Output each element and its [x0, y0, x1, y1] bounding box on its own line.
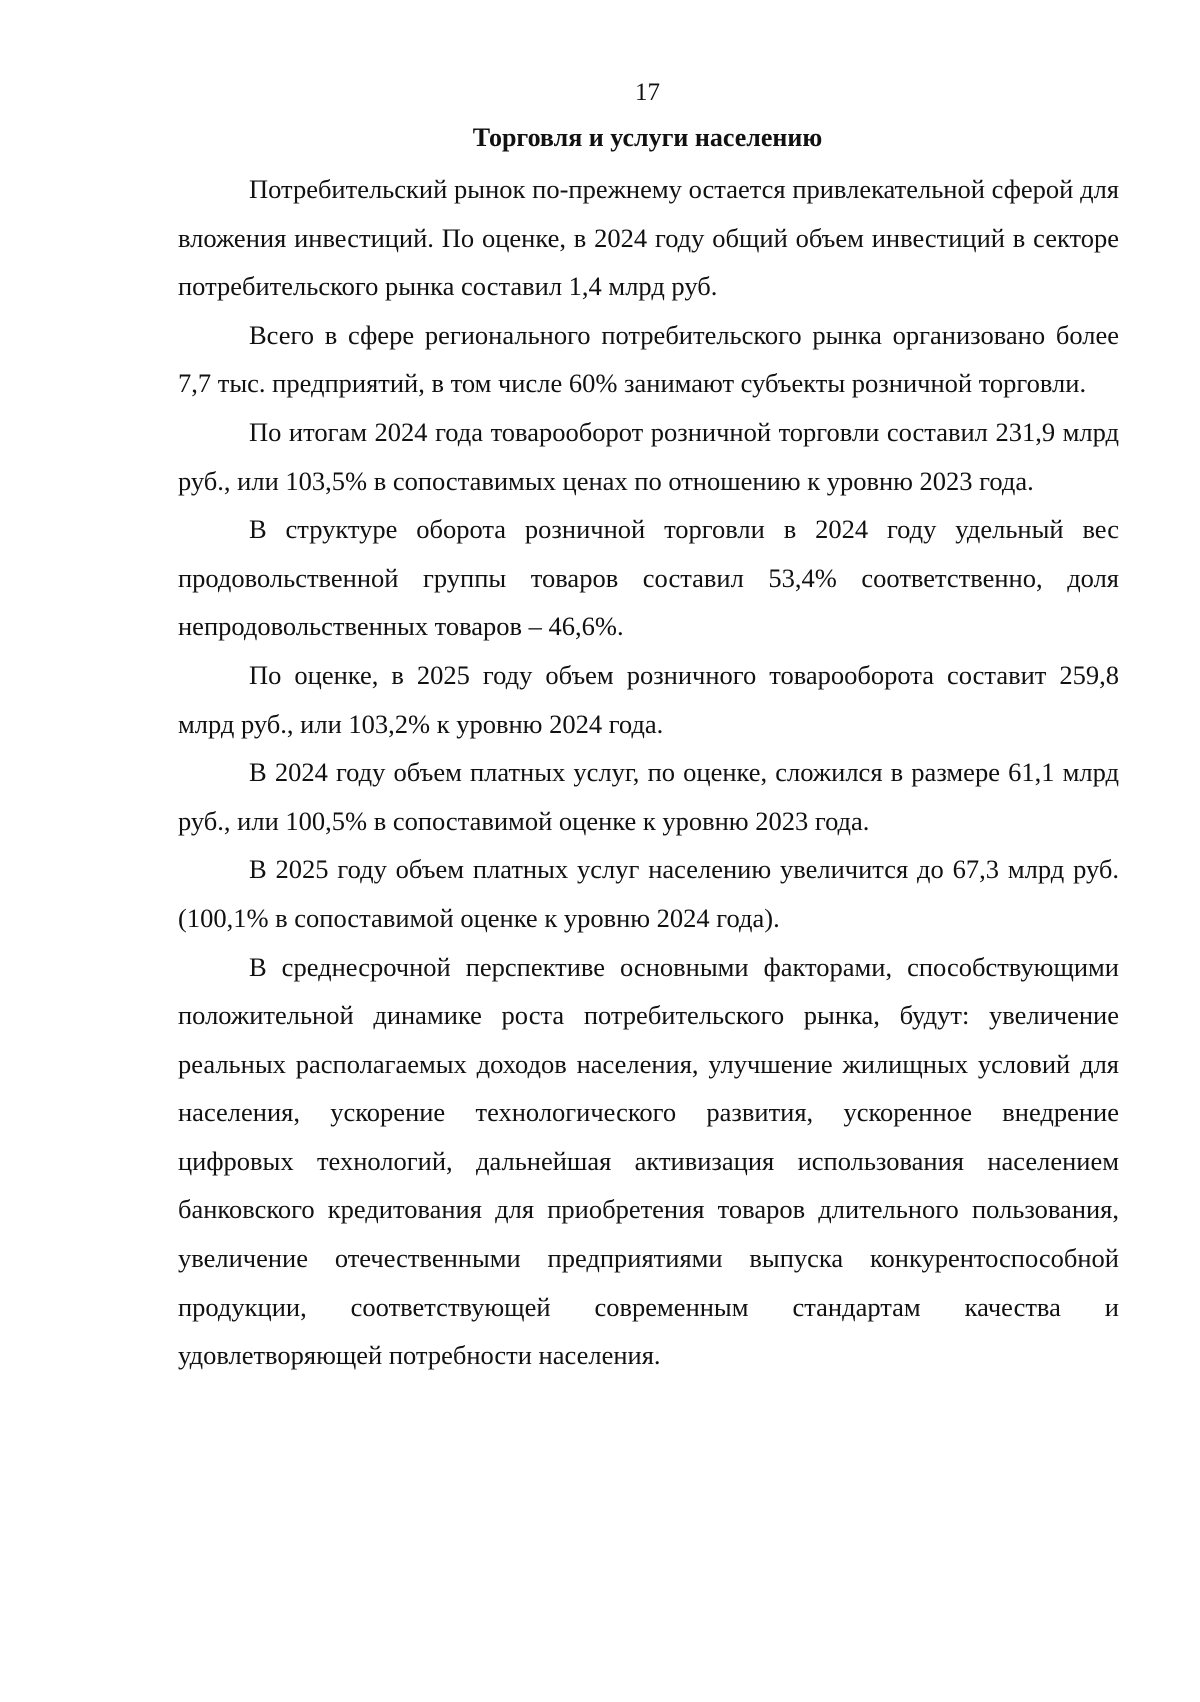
page-number: 17 [635, 79, 660, 106]
section-title: Торговля и услуги населению [472, 123, 823, 152]
paragraph-investment: Потребительский рынок по-прежнему остается привлекательной сферой для вложения инвестиций. По оценке, в 2024 году общий объем инвестиций в секторе потребительского рынка составил 1,4 млрд руб. [178, 174, 1119, 302]
paragraph-enterprises: Всего в сфере регионального потребительского рынка организовано более 7,7 тыс. предприятий, в том числе 60% занимают субъекты розничной торговли. [178, 319, 1119, 399]
paragraph-retail-turnover-2024: По итогам 2024 года товарооборот розничной торговли составил 231,9 млрд руб., или 103,5% в сопоставимых ценах по отношению к уровню 2023 года. [178, 416, 1119, 496]
paragraph-retail-structure: В структуре оборота розничной торговли в 2024 году удельный вес продовольственной группы товаров составил 53,4% соответственно, доля непродовольственных товаров – 46,6%. [178, 514, 1119, 642]
paragraph-paid-services-2025: В 2025 году объем платных услуг населению увеличится до 67,3 млрд руб. (100,1% в сопоставимой оценке к уровню 2024 года). [178, 854, 1119, 933]
paragraph-retail-forecast-2025: По оценке, в 2025 году объем розничного товарооборота составит 259,8 млрд руб., или 103,2% к уровню 2024 года. [178, 659, 1119, 739]
body-text [178, 165, 1119, 1380]
paragraph-medium-term-factors: В среднесрочной перспективе основными факторами, способствующими положительной динамике роста потребительского рынка, будут: увеличение реальных располагаемых доходов населения, улучшение жилищных условий для населения, ускорение технологического развития, ускоренное внедрение цифровых технологий, дальнейшая активизация использования населением банковского кредитования для приобретения товаров длительного пользования, увеличение отечественными предприятиями выпуска конкурентоспособной продукции, соответствующей современным стандартам качества и удовлетворяющей потребности населения. [178, 951, 1119, 1371]
paragraph-paid-services-2024: В 2024 году объем платных услуг, по оценке, сложился в размере 61,1 млрд руб., или 100,5% в сопоставимой оценке к уровню 2023 года. [178, 757, 1119, 836]
